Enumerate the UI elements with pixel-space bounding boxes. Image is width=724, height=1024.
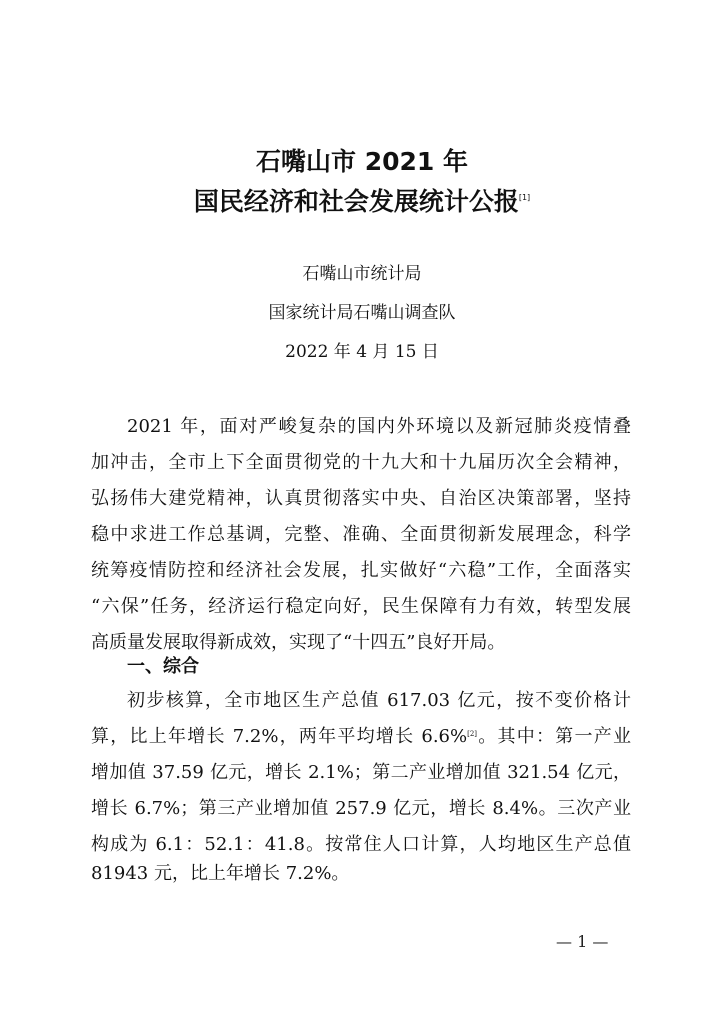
issuer-survey-team: 国家统计局石嘴山调查队 bbox=[268, 303, 456, 323]
report-title-line2 bbox=[0, 186, 724, 218]
report-title-text: 国民经济和社会发展统计公报 bbox=[193, 187, 519, 216]
section1-line-6: 81943 元，比上年增长 7.2%。 bbox=[91, 863, 350, 884]
section-heading-overview: 一、综合 bbox=[127, 656, 199, 677]
section1-line-4: 增长 6.7%；第三产业增加值 257.9 亿元，增长 8.4%。三次产业 bbox=[91, 798, 631, 819]
intro-line-1: 2021 年，面对严峻复杂的国内外环境以及新冠肺炎疫情叠 bbox=[127, 416, 631, 437]
footnote-mark-2: [2] bbox=[467, 730, 478, 738]
intro-line-4: 稳中求进工作总基调，完整、准确、全面贯彻新发展理念，科学 bbox=[91, 524, 631, 545]
intro-line-3: 弘扬伟大建党精神，认真贯彻落实中央、自治区决策部署，坚持 bbox=[91, 488, 631, 509]
section1-line-2-b: 。其中：第一产业 bbox=[477, 726, 632, 747]
intro-line-2: 加冲击，全市上下全面贯彻党的十九大和十九届历次全会精神， bbox=[91, 452, 631, 473]
publish-date: 2022 年 4 月 15 日 bbox=[285, 342, 439, 362]
title-footnote-mark: [1] bbox=[518, 193, 531, 202]
intro-line-7: 高质量发展取得新成效，实现了“十四五”良好开局。 bbox=[91, 632, 506, 653]
section1-line-2-a: 算，比上年增长 7.2%，两年平均增长 6.6% bbox=[91, 726, 468, 747]
section1-line-3: 增加值 37.59 亿元，增长 2.1%；第二产业增加值 321.54 亿元， bbox=[91, 762, 631, 783]
intro-line-6: “六保”任务，经济运行稳定向好，民生保障有力有效，转型发展 bbox=[91, 596, 631, 617]
report-title-line1: 石嘴山市 2021 年 bbox=[256, 147, 468, 176]
issuer-statistics-bureau: 石嘴山市统计局 bbox=[302, 264, 422, 284]
page-number: — 1 — bbox=[556, 932, 609, 951]
section1-line-5: 构成为 6.1：52.1：41.8。按常住人口计算，人均地区生产总值 bbox=[91, 834, 631, 855]
intro-line-5: 统筹疫情防控和经济社会发展，扎实做好“六稳”工作，全面落实 bbox=[91, 560, 631, 581]
section1-line-2 bbox=[91, 725, 631, 749]
section1-line-1: 初步核算，全市地区生产总值 617.03 亿元，按不变价格计 bbox=[127, 690, 631, 711]
